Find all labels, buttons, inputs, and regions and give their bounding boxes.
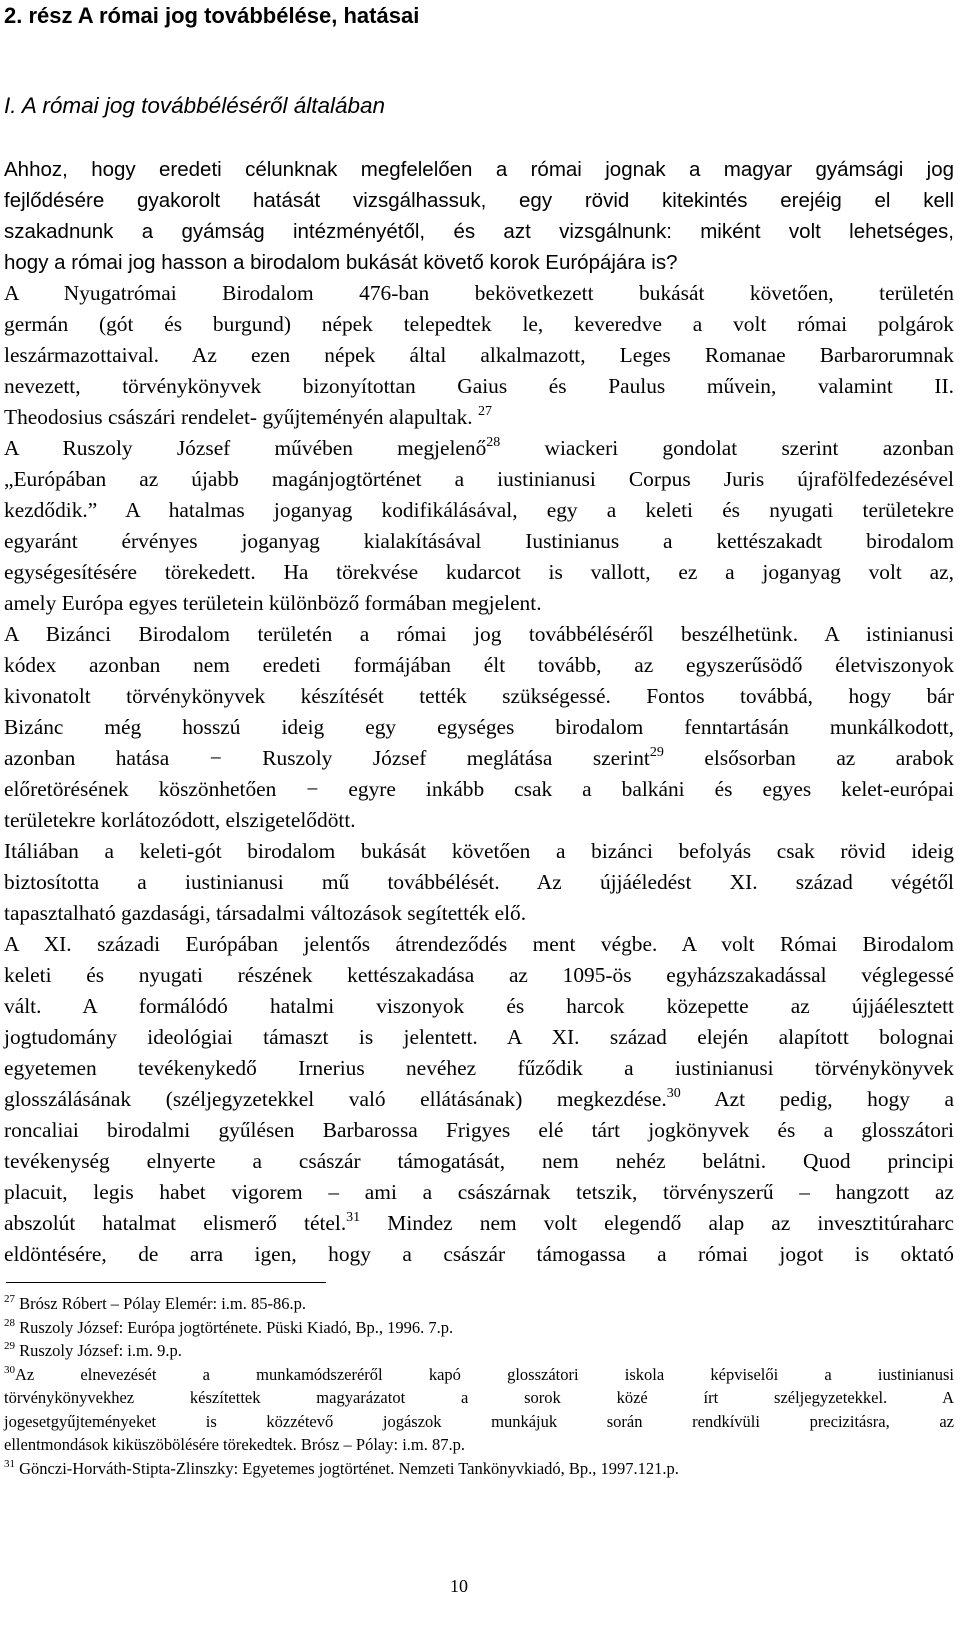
footnote-number: 28: [4, 1316, 15, 1329]
text-line: [4, 867, 954, 898]
footnote-text: jogesetgyűjteményeket is közzétevő jogászok munkájuk során rendkívüli precizitásra, az: [4, 1411, 954, 1431]
text-line: [4, 898, 954, 929]
footnote-separator: [6, 1282, 326, 1283]
chapter-heading: 2. rész A római jog továbbélése, hatásai: [4, 3, 420, 28]
footnote-line: [4, 1433, 954, 1457]
line-text: „Európában az újabb magánjogtörténet a iustinianusi Corpus Juris újrafölfedezésével: [4, 467, 954, 491]
footnote-line: [4, 1457, 954, 1481]
text-line: [4, 1115, 954, 1146]
line-text: A Nyugatrómai Birodalom 476-ban bekövetkezett bukását követően, területén: [4, 281, 954, 305]
text-line: [4, 526, 954, 557]
text-line: [4, 588, 954, 619]
line-text: tevékenység elnyerte a császár támogatását, nem nehéz belátni. Quod principi: [4, 1149, 954, 1173]
line-text: azonban hatása − Ruszoly József meglátása szerint: [4, 746, 650, 770]
line-text: jogtudomány ideológiai támaszt is jelentett. A XI. század elején alapított bolognai: [4, 1025, 954, 1049]
text-line: fejlődésére gyakorolt hatását vizsgálhassuk, egy rövid kitekintés erejéig el kell: [4, 189, 954, 212]
footnote-number: 30: [4, 1363, 15, 1376]
text-line: [4, 774, 954, 805]
text-line: [4, 1208, 954, 1239]
line-text: placuit, legis habet vigorem – ami a császárnak tetszik, törvényszerű – hangzott az: [4, 1180, 954, 1204]
text-line: [4, 805, 954, 836]
text-line: [4, 340, 954, 371]
line-text: amely Európa egyes területein különböző formában megjelent.: [4, 591, 542, 615]
text-line: [4, 464, 954, 495]
footnote-line: [4, 1386, 954, 1410]
footnote-line: [4, 1292, 954, 1316]
text-line: [4, 712, 954, 743]
text-line: [4, 991, 954, 1022]
line-text: vált. A formálódó hatalmi viszonyok és harcok közepette az újjáélesztett: [4, 994, 954, 1018]
line-text: leszármazottaival. Az ezen népek által alkalmazott, Leges Romanae Barbarorumnak: [4, 343, 954, 367]
footnote-text: Az elnevezését a munkamódszeréről kapó glosszátori iskola képviselői a iustinianusi: [15, 1364, 954, 1384]
text-line: [4, 433, 954, 464]
line-text-continued: Mindez nem volt elegendő alap az invesztitúraharc: [360, 1211, 955, 1235]
section-heading: I. A római jog továbbéléséről általában: [4, 93, 386, 118]
text-line: [4, 1239, 954, 1270]
line-text: egyaránt érvényes joganyag kialakításával Iustinianus a kettészakadt birodalom: [4, 529, 954, 553]
text-line: [4, 1177, 954, 1208]
text-line: [4, 1146, 954, 1177]
line-text: kivonatolt törvénykönyvek készítését tették szükségessé. Fontos továbbá, hogy bár: [4, 684, 954, 708]
footnote-text: Gönczi-Horváth-Stipta-Zlinszky: Egyetemes jogtörténet. Nemzeti Tankönyvkiadó, Bp., 1997.121.p.: [15, 1458, 679, 1478]
line-text: keleti és nyugati részének kettészakadása az 1095-ös egyházszakadással véglegessé: [4, 963, 954, 987]
line-text: roncaliai birodalmi gyűlésen Barbarossa Frigyes elé tárt jogkönyvek és a glosszátori: [4, 1118, 954, 1142]
footnote-marker[interactable]: 31: [346, 1210, 361, 1225]
footnote-marker[interactable]: 27: [478, 404, 492, 419]
line-text: glosszálásának (széljegyzetekkel való ellátásának) megkezdése.: [4, 1087, 667, 1111]
text-line: [4, 495, 954, 526]
line-text-continued: wiackeri gondolat szerint azonban: [500, 436, 954, 460]
text-line: [4, 681, 954, 712]
line-text: előretörésének köszönhetően − egyre inkább csak a balkáni és egyes kelet-európai: [4, 777, 954, 801]
line-text: nevezett, törvénykönyvek bizonyítottan Gaius és Paulus művein, valamint II.: [4, 374, 954, 398]
line-text: Bizánc még hosszú ideig egy egységes birodalom fenntartásán munkálkodott,: [4, 715, 954, 739]
footnote-text: törvénykönyvekhez készítettek magyarázatot a sorok közé írt széljegyzetekkel. A: [4, 1388, 954, 1407]
footnote-number: 31: [4, 1457, 15, 1470]
text-line: Ahhoz, hogy eredeti célunknak megfelelően a római jognak a magyar gyámsági jog: [4, 158, 954, 181]
footnote-line: [4, 1339, 954, 1363]
intro-paragraph: [4, 154, 954, 278]
line-text: abszolút hatalmat elismerő tétel.: [4, 1211, 347, 1235]
text-line: [4, 836, 954, 867]
text-line: [4, 1053, 954, 1084]
footnote-marker[interactable]: 30: [666, 1086, 681, 1101]
footnote-line: [4, 1410, 954, 1434]
footnote-text: ellentmondások kiküszöbölésére törekedtek. Brósz – Pólay: i.m. 87.p.: [4, 1435, 465, 1454]
footnote-text: Ruszoly József: Európa jogtörténete. Püski Kiadó, Bp., 1996. 7.p.: [15, 1317, 454, 1337]
line-text: Itáliában a keleti-gót birodalom bukását követően a bizánci befolyás csak rövid ideig: [4, 839, 954, 863]
line-text-continued: Azt pedig, hogy a: [680, 1087, 954, 1111]
line-text: kezdődik.” A hatalmas joganyag kodifikálásával, egy a keleti és nyugati területekre: [4, 498, 954, 522]
text-line: [4, 402, 954, 433]
footnote-number: 29: [4, 1340, 15, 1352]
line-text: germán (gót és burgund) népek telepedtek le, keveredve a volt római polgárok: [4, 312, 954, 336]
text-line: hogy a római jog hasson a birodalom bukását követő korok Európájára is?: [4, 251, 678, 274]
line-text: A Ruszoly József művében megjelenő: [4, 436, 487, 460]
page-number: 10: [450, 1576, 468, 1596]
text-line: [4, 309, 954, 340]
text-line: [4, 650, 954, 681]
text-line: [4, 1022, 954, 1053]
line-text: egységesítésére törekedett. Ha törekvése kudarcot is vallott, ez a joganyag volt az,: [4, 560, 954, 584]
line-text: tapasztalható gazdasági, társadalmi változások segítették elő.: [4, 901, 527, 925]
text-line: [4, 557, 954, 588]
footnotes: [4, 1292, 954, 1480]
footnote-marker[interactable]: 28: [486, 435, 501, 450]
line-text: egyetemen tevékenykedő Irnerius nevéhez fűződik a iustinianusi törvénykönyvek: [4, 1056, 954, 1080]
text-line: [4, 619, 954, 650]
text-line: [4, 1084, 954, 1115]
line-text: eldöntésére, de arra igen, hogy a császár támogassa a római jogot is oktató: [4, 1242, 954, 1266]
line-text: Theodosius császári rendelet- gyűjteményén alapultak.: [4, 405, 478, 429]
line-text: biztosította a iustinianusi mű továbbélését. Az újjáéledést XI. század végétől: [4, 870, 954, 894]
text-line: [4, 929, 954, 960]
footnote-line: [4, 1363, 954, 1387]
line-text-continued: elsősorban az arabok: [663, 746, 954, 770]
text-line: [4, 278, 954, 309]
footnote-text: Brósz Róbert – Pólay Elemér: i.m. 85-86.p.: [15, 1294, 306, 1313]
body-text: [4, 278, 954, 1270]
line-text: A Bizánci Birodalom területén a római jog továbbéléséről beszélhetünk. A istinianusi: [4, 622, 954, 646]
text-line: [4, 743, 954, 774]
text-line: [4, 371, 954, 402]
footnote-text: Ruszoly József: i.m. 9.p.: [15, 1341, 182, 1360]
text-line: szakadnunk a gyámság intézményétől, és azt vizsgálnunk: miként volt lehetséges,: [4, 220, 954, 243]
line-text: kódex azonban nem eredeti formájában élt tovább, az egyszerűsödő életviszonyok: [4, 653, 954, 677]
line-text: A XI. századi Európában jelentős átrendeződés ment végbe. A volt Római Birodalom: [4, 932, 954, 956]
footnote-marker[interactable]: 29: [649, 745, 664, 760]
footnote-number: 27: [4, 1293, 15, 1305]
text-line: [4, 960, 954, 991]
footnote-line: [4, 1316, 954, 1340]
line-text: területekre korlátozódott, elszigetelődött.: [4, 808, 356, 832]
